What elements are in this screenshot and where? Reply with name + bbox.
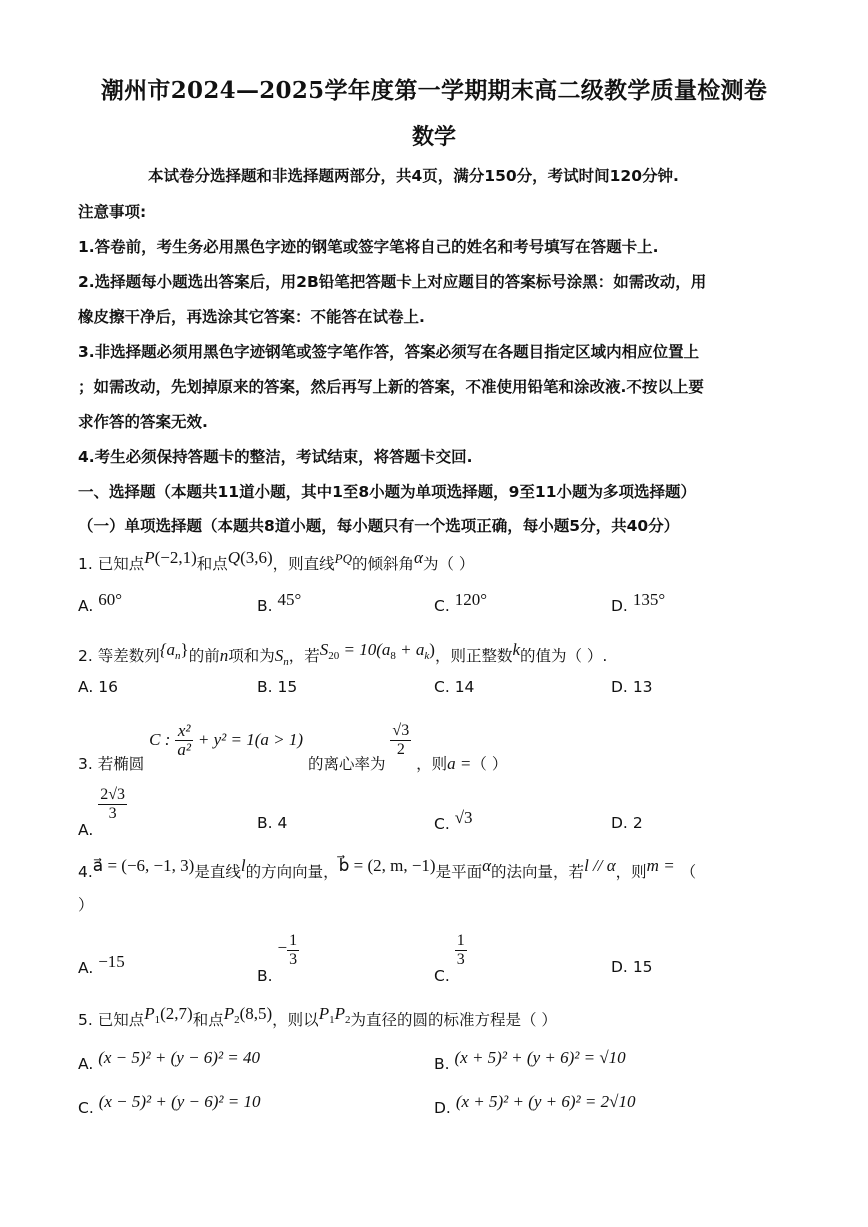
notes-heading: 注意事项: <box>78 203 147 221</box>
ellipse-label: C : <box>149 730 171 749</box>
q-text: 是平面 <box>435 863 483 881</box>
point-p2: P <box>223 1004 235 1023</box>
q-text: ，若 <box>288 647 320 665</box>
eccentricity-fraction: $\frac{√3}{2}$ <box>392 722 410 758</box>
note-line: 2.选择题每小题选出答案后，用2B铅笔把答题卡上对应题目的答案标号涂黑：如需改动，用 <box>78 273 707 291</box>
q1-option-c: C. 120° <box>434 590 487 615</box>
equation: S <box>319 640 329 659</box>
question-5-stem: 5. 已知点$P_1(2,7)$和点$P_2(8,5)$，则以$P_1P_2$为直径的圆的标准方程是（ ） <box>78 1004 557 1029</box>
q-text: 5. 已知点 <box>78 1011 145 1029</box>
q-text: 的前 <box>188 647 220 665</box>
var-l: l <box>240 856 246 875</box>
note-line: ；如需改动，先划掉原来的答案，然后再写上新的答案，不准使用铅笔和涂改液.不按以上要 <box>78 378 704 396</box>
point-p-coords: (−2,1) <box>154 548 197 567</box>
q4-option-b: B. − $\frac{1}{3}$ <box>257 932 298 985</box>
q3-option-b: B. 4 <box>257 814 288 832</box>
q-text: 的倾斜角 <box>352 555 415 573</box>
q5-option-a: A. (x − 5)² + (y − 6)² = 40 <box>78 1048 261 1073</box>
point-p: P <box>144 548 155 567</box>
ellipse-equation: + y² = 1(a > 1) <box>197 730 304 749</box>
point-p1: P <box>144 1004 155 1023</box>
q-text: 为（ ） <box>422 555 475 573</box>
segment-p1p2: P <box>318 1004 330 1023</box>
q2-option-c: C. 14 <box>434 678 475 696</box>
q-text: 4. <box>78 863 93 881</box>
line-pq: PQ <box>334 551 353 566</box>
question-3-stem <box>78 721 508 773</box>
var-m: m = <box>646 856 675 875</box>
q-text: （ ） <box>471 755 508 773</box>
exam-title: 潮州市2024—2025学年度第一学期期末高二级教学质量检测卷 <box>100 77 768 104</box>
note-line: 4.考生必须保持答题卡的整洁，考试结束，将答题卡交回. <box>78 448 473 466</box>
q-text: 是直线 <box>194 863 241 881</box>
note-line: 1.答卷前，考生务必用黑色字迹的钢笔或签字笔将自己的姓名和考号填写在答题卡上. <box>78 238 659 256</box>
q-text: （ <box>680 863 697 881</box>
q3-option-a: A. $\frac{2√3}{3}$ <box>78 786 125 839</box>
q4-option-c: C. $\frac{1}{3}$ <box>434 932 465 985</box>
var-a: a = <box>447 754 472 773</box>
q-text: ，则直线 <box>272 555 335 573</box>
q4-option-d: D. 15 <box>611 958 653 976</box>
question-1-stem <box>78 548 475 574</box>
q5-option-b: B. (x + 5)² + (y + 6)² = √10 <box>434 1048 626 1073</box>
section-subheading: （一）单项选择题（本题共8道小题，每小题只有一个选项正确，每小题5分，共40分） <box>78 517 680 535</box>
q1-option-d: D. 135° <box>611 590 666 615</box>
q-text: 2. 等差数列 <box>78 647 160 665</box>
q-text: 和点 <box>196 555 228 573</box>
parallel-condition: l // α <box>584 856 616 875</box>
sequence: {a <box>159 640 176 659</box>
note-line: 橡皮擦干净后，再选涂其它答案：不能答在试卷上. <box>78 308 425 326</box>
q-text: ，则 <box>615 863 647 881</box>
exam-intro: 本试卷分选择题和非选择题两部分，共4页，满分150分，考试时间120分钟. <box>148 167 679 185</box>
vector-a: a⃗ = (−6, −1, 3) <box>92 856 195 875</box>
alpha-symbol: α <box>414 548 423 567</box>
q2-option-b: B. 15 <box>257 678 298 696</box>
q-text: 1. 已知点 <box>78 555 145 573</box>
q-text: 和点 <box>192 1011 224 1029</box>
q-text: 的方向向量， <box>245 863 339 881</box>
q-text: 的离心率为 <box>307 755 386 773</box>
point-q: Q <box>227 548 241 567</box>
note-line: 求作答的答案无效. <box>78 413 208 431</box>
q-text: ，则 <box>416 755 448 773</box>
sum-s: S <box>274 646 284 665</box>
q-text: 为直径的圆的标准方程是（ ） <box>350 1011 557 1029</box>
q4-option-a: A. −15 <box>78 952 125 977</box>
q-text: 3. 若椭圆 <box>78 755 145 773</box>
q-text: ，则正整数 <box>434 647 513 665</box>
alpha-symbol: α <box>482 856 492 875</box>
q5-option-d: D. (x + 5)² + (y + 6)² = 2√10 <box>434 1092 636 1117</box>
var-n: n <box>219 646 229 665</box>
q5-option-c: C. (x − 5)² + (y − 6)² = 10 <box>78 1092 261 1117</box>
q2-option-a: A. 16 <box>78 678 118 696</box>
q-text: ，则以 <box>272 1011 319 1029</box>
q1-option-a: A. 60° <box>78 590 123 615</box>
q1-option-b: B. 45° <box>257 590 302 615</box>
q-text: 项和为 <box>228 647 275 665</box>
question-4-close: ） <box>78 896 94 914</box>
vector-b: b⃗ = (2, m, −1) <box>338 856 436 875</box>
q2-option-d: D. 13 <box>611 678 653 696</box>
ellipse-fraction: $\frac{\text{x²}}{\text{a²}}$ <box>177 721 191 759</box>
var-k: k <box>512 640 520 659</box>
q-text: 的值为（ ）. <box>520 647 608 665</box>
question-2-stem: 2. 等差数列$\{a_n\}$的前n项和为$S_n$，若$S_{20} = 10(a_8 + a_k)$，则正整数k的值为（ ）. <box>78 640 608 669</box>
note-line: 3.非选择题必须用黑色字迹钢笔或签字笔作答，答案必须写在各题目指定区域内相应位置上 <box>78 343 700 361</box>
q-text: 的法向量，若 <box>491 863 585 881</box>
section-heading: 一、选择题（本题共11道小题，其中1至8小题为单项选择题，9至11小题为多项选择题） <box>78 483 696 501</box>
point-q-coords: (3,6) <box>240 548 273 567</box>
exam-subject: 数学 <box>411 124 456 150</box>
q3-option-c: C. √3 <box>434 808 473 833</box>
question-4-stem <box>78 856 697 882</box>
q3-option-d: D. 2 <box>611 814 643 832</box>
